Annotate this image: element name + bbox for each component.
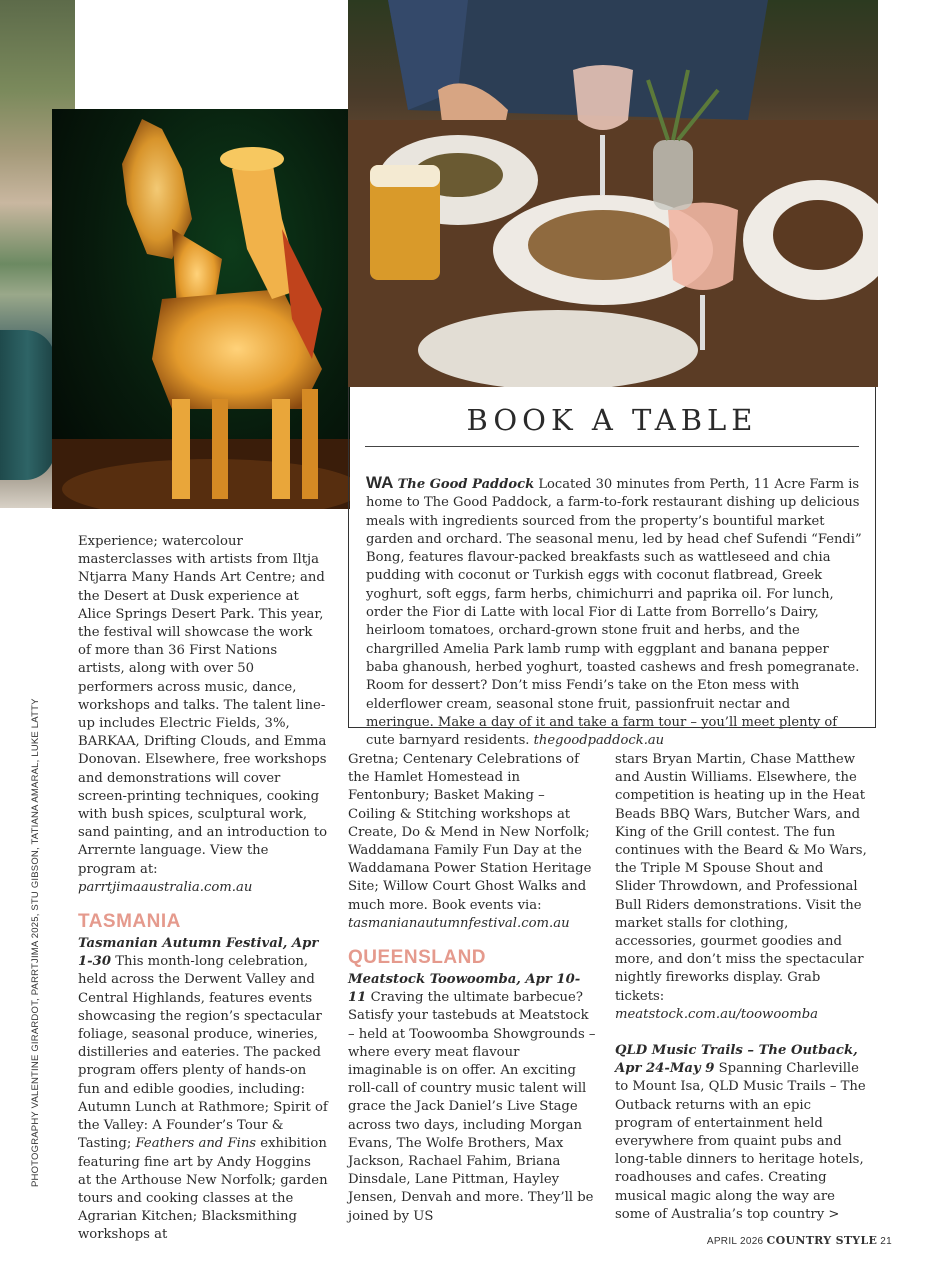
col1-text-3: exhibition featuring fine art by Andy Hoggins at the Arthouse New Norfolk; garden tours and cooking classes at the Agrarian Kitchen; Blacksmithing workshops at [78, 1136, 328, 1243]
page-footer [707, 1234, 892, 1247]
restaurant-food-photo [348, 0, 878, 387]
book-a-table-body [366, 474, 862, 750]
photo-credit [30, 687, 41, 1187]
col1-paragraph [78, 533, 328, 897]
page-number: 21 [880, 1236, 892, 1247]
col2-text-2: Craving the ultimate barbecue? Satisfy your tastebuds at Meatstock – held at Toowoomba Showgrounds – where every meat flavour imaginable is on offer. An exciting roll-call of country music talent will grace the Jack Daniel’s Live Stage across two days, including Morgan Evans, The Wolfe Brothers, Max Jackson, Rachael Fahim, Briana Dinsdale, Lane Pittman, Hayley Jensen, Denvah and more. They’ll be joined by US [348, 990, 596, 1224]
horse-sculpture-image [52, 109, 350, 509]
article-column-2 [348, 751, 596, 1226]
parrtjima-link[interactable]: parrtjimaaustralia.com.au [78, 879, 253, 895]
event-title-tasmanian-autumn-festival: Tasmanian Autumn Festival, Apr 1-30 [78, 936, 319, 970]
magazine-name: COUNTRY STYLE [766, 1234, 878, 1247]
credit-prefix: PHOTOGRAPHY [30, 1111, 41, 1187]
water-tank-image [0, 330, 55, 480]
book-a-table-heading: BOOK A TABLE [466, 403, 758, 437]
horse-sculpture-photo [52, 109, 350, 509]
col2-event-paragraph [348, 971, 596, 1226]
meatstock-link[interactable]: meatstock.com.au/toowoomba [615, 1006, 819, 1022]
exhibition-title: Feathers and Fins [135, 1136, 257, 1152]
col1-event-paragraph [78, 935, 328, 1244]
col1-text-1: Experience; watercolour masterclasses with artists from Iltja Ntjarra Many Hands Art Centre; and the Desert at Dusk experience at Alice Springs Desert Park. This year, the festival will showcase the work of more than 36 First Nations artists, along with over 50 performers across music, dance, workshops and talks. The talent line-up includes Electric Fields, 3%, BARKAA, Drifting Clouds, and Emma Donovan. Elsewhere, free workshops and demonstrations will cover screen-printing techniques, cooking with bush spices, sculptural work, sand painting, and an introduction to Arrernte language. View the program at: [78, 534, 328, 877]
venue-description: Located 30 minutes from Perth, 11 Acre Farm is home to The Good Paddock, a farm-to-fork restaurant dishing up delicious meals with ingredients sourced from the property’s bountiful market garden and orchard. The seasonal menu, led by head chef Sufendi “Fendi” Bong, features flavour-packed breakfasts such as wattleseed and chia pudding with coconut or Turkish eggs with coconut flatbread, Greek yoghurt, soft eggs, farm herbs, chimichurri and paprika oil. For lunch, order the Fior di Latte with local Fior di Latte from Borrello’s Dairy, heirloom tomatoes, orchard-grown stone fruit and herbs, and the chargrilled Amelia Park lamb rump with eggplant and banana pepper baba ghanoush, herbed yoghurt, toasted cashews and fresh pomegranate. Room for dessert? Don’t miss Fendi’s take on the Eton mess with elderflower cream, seasonal stone fruit, passionfruit nectar and meringue. Make a day of it and take a farm tour – you’ll meet plenty of cute barnyard residents. [366, 477, 862, 749]
state-label: WA [366, 473, 394, 492]
col3-event-paragraph [615, 1042, 867, 1224]
col3-text-1: stars Bryan Martin, Chase Matthew and Austin Williams. Elsewhere, the competition is heating up in the Heat Beads BBQ Wars, Butcher Wars, and King of the Grill contest. The fun continues with the Beard & Mo Wars, the Triple M Spouse Shout and Slider Throwdown, and Professional Bull Riders demonstrations. Visit the market stalls for clothing, accessories, gourmet goodies and more, and don’t miss the spectacular nightly fireworks display. Grab tickets: [615, 752, 867, 1004]
article-column-3 [615, 751, 867, 1224]
issue-date: APRIL 2026 [706, 1236, 764, 1247]
col2-text-1: Gretna; Centenary Celebrations of the Hamlet Homestead in Fentonbury; Basket Making – Coiling & Stitching workshops at Create, Do & Mend in New Norfolk; Waddamana Family Fun Day at the Waddamana Power Station Heritage Site; Willow Court Ghost Walks and much more. Book events via: [348, 752, 592, 913]
region-heading-queensland: QUEENSLAND [348, 947, 487, 969]
article-column-1 [78, 533, 328, 1245]
col3-text-2: Spanning Charleville to Mount Isa, QLD Music Trails – The Outback returns with an epic program of entertainment held everywhere from quaint pubs and long-table dinners to heritage hotels, roadhouses and cafes. Creating musical magic along the way are some of Australia’s top country > [615, 1061, 866, 1222]
dining-table-image [348, 0, 878, 387]
col3-paragraph [615, 751, 867, 1024]
venue-link[interactable]: thegoodpaddock.au [533, 733, 665, 749]
tasmanian-festival-link[interactable]: tasmanianautumnfestival.com.au [348, 915, 570, 931]
book-a-table-box [348, 387, 876, 749]
col1-text-2: This month-long celebration, held across the Derwent Valley and Central Highlands, features events showcasing the region’s spectacular foliage, seasonal produce, wineries, distilleries and eateries. The packed program offers plenty of hands-on fun and edible goodies, including: Autumn Lunch at Rathmore; Spirit of the Valley: A Founder’s Tour & Tasting; [78, 954, 328, 1152]
event-title-qld-music-trails: QLD Music Trails – The Outback, Apr 24-May 9 [615, 1043, 858, 1077]
region-heading-tasmania: TASMANIA [78, 911, 181, 933]
heading-divider [365, 446, 859, 447]
credit-names: VALENTINE GIRARDOT, PARRTJIMA 2025, STU GIBSON, TATIANA AMARAL, LUKE LATTY [30, 698, 41, 1109]
venue-name: The Good Paddock [397, 477, 535, 492]
col2-paragraph [348, 751, 596, 933]
event-title-meatstock: Meatstock Toowoomba, Apr 10-11 [348, 972, 581, 1006]
